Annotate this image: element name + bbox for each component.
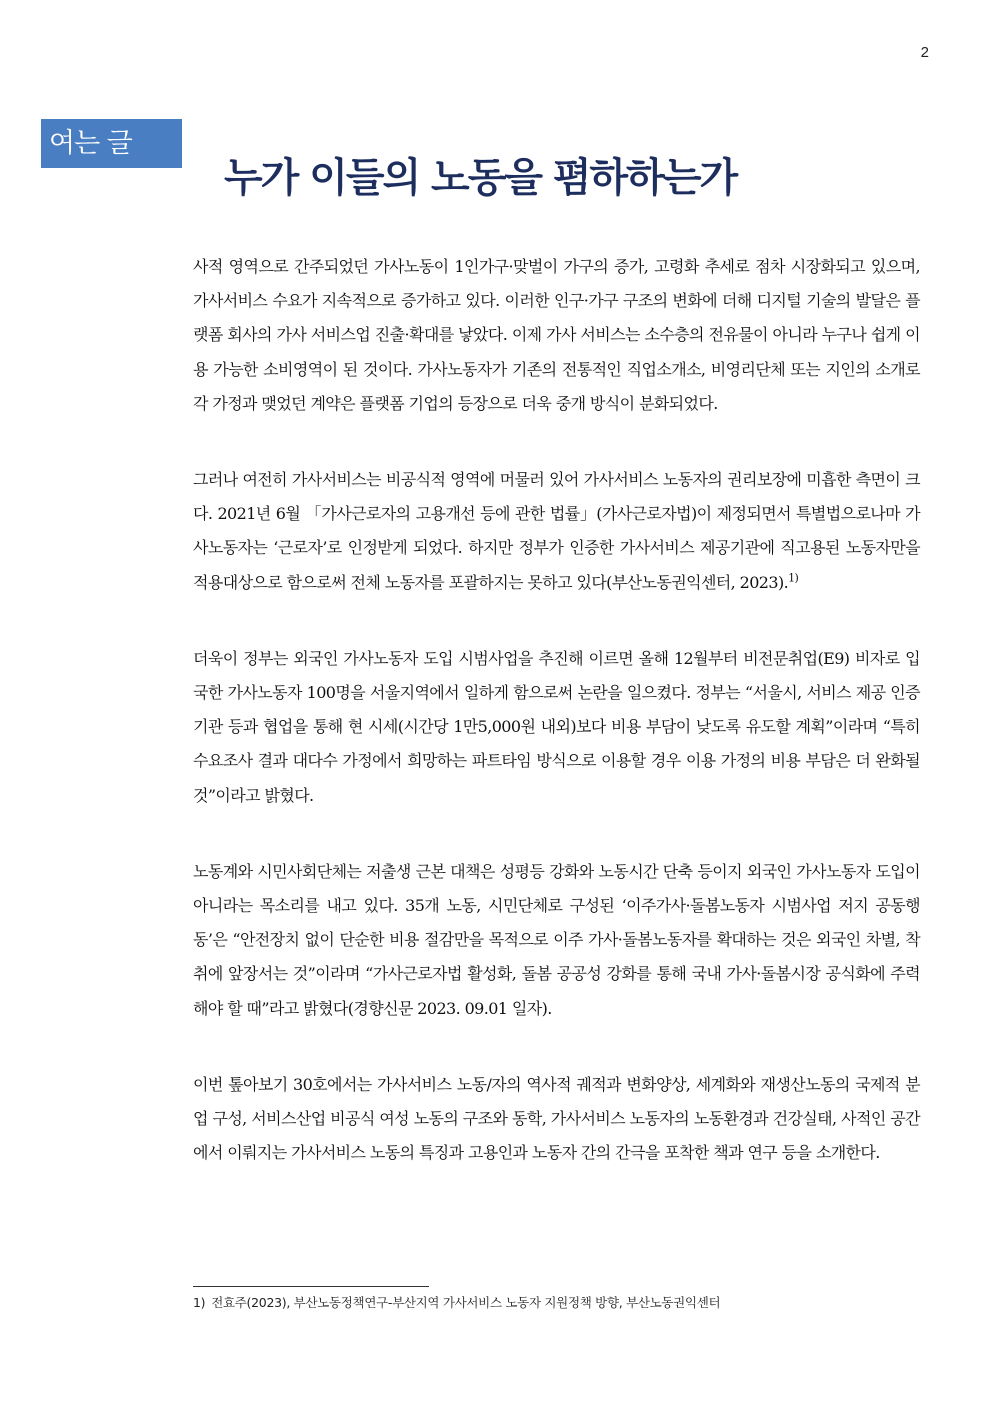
body-text: [193, 250, 920, 1212]
footnote: [193, 1293, 920, 1311]
footnote-divider: [193, 1286, 429, 1287]
page-number: 2: [920, 44, 929, 61]
paragraph-5: 이번 톺아보기 30호에서는 가사서비스 노동/자의 역사적 궤적과 변화양상, 세계화와 재생산노동의 국제적 분업 구성, 서비스산업 비공식 여성 노동의 구조와 동학, 가사서비스 노동자의 노동환경과 건강실태, 사적인 공간에서 이뤄지는 가사서비스 노동의 특징과 고용인과 노동자 간의 간극을 포착한 책과 연구 등을 소개한다.: [193, 1074, 920, 1163]
footnote-text: 전효주(2023), 부산노동정책연구-부산지역 가사서비스 노동자 지원정책 방향, 부산노동권익센터: [211, 1295, 721, 1310]
footnote-reference[interactable]: 1): [788, 571, 799, 585]
paragraph-3: 더욱이 정부는 외국인 가사노동자 도입 시범사업을 추진해 이르면 올해 12월부터 비전문취업(E9) 비자로 입국한 가사노동자 100명을 서울지역에서 일하게 함으로써 논란을 일으켰다. 정부는 “서울시, 서비스 제공 인증기관 등과 협업을 통해 현 시세(시간당 1만5,000원 내외)보다 비용 부담이 낮도록 유도할 계획”이라며 “특히 수요조사 결과 대다수 가정에서 희망하는 파트타임 방식으로 이용할 경우 이용 가정의 비용 부담은 더 완화될 것”이라고 밝혔다.: [193, 648, 920, 805]
paragraph-1: 사적 영역으로 간주되었던 가사노동이 1인가구·맞벌이 가구의 증가, 고령화 추세로 점차 시장화되고 있으며, 가사서비스 수요가 지속적으로 증가하고 있다. 이러한 인구·가구 구조의 변화에 더해 디지털 기술의 발달은 플랫폼 회사의 가사 서비스업 진출·확대를 낳았다. 이제 가사 서비스는 소수층의 전유물이 아니라 누구나 쉽게 이용 가능한 소비영역이 된 것이다. 가사노동자가 기존의 전통적인 직업소개소, 비영리단체 또는 지인의 소개로 각 가정과 맺었던 계약은 플랫폼 기업의 등장으로 더욱 중개 방식이 분화되었다.: [193, 257, 920, 413]
paragraph-4: 노동계와 시민사회단체는 저출생 근본 대책은 성평등 강화와 노동시간 단축 등이지 외국인 가사노동자 도입이 아니라는 목소리를 내고 있다. 35개 노동, 시민단체로 구성된 ‘이주가사·돌봄노동자 시범사업 저지 공동행동’은 “안전장치 없이 단순한 비용 절감만을 목적으로 이주 가사·돌봄노동자를 확대하는 것은 외국인 차별, 착취에 앞장서는 것”이라며 “가사근로자법 활성화, 돌봄 공공성 강화를 통해 국내 가사·돌봄시장 공식화에 주력해야 할 때”라고 밝혔다(경향신문 2023. 09.01 일자).: [193, 861, 920, 1018]
footnote-number: 1): [193, 1295, 206, 1310]
section-badge: 여는 글: [41, 119, 182, 168]
paragraph-2-text: 그러나 여전히 가사서비스는 비공식적 영역에 머물러 있어 가사서비스 노동자의 권리보장에 미흡한 측면이 크다. 2021년 6월 「가사근로자의 고용개선 등에 관한 법률」(가사근로자법)이 제정되면서 특별법으로나마 가사노동자는 ‘근로자’로 인정받게 되었다. 하지만 정부가 인증한 가사서비스 제공기관에 직고용된 노동자만을 적용대상으로 함으로써 전체 노동자를 포괄하지는 못하고 있다(부산노동권익센터, 2023).: [193, 470, 920, 592]
paragraph-2: [193, 463, 920, 600]
page-title: 누가 이들의 노동을 폄하하는가: [224, 155, 737, 201]
